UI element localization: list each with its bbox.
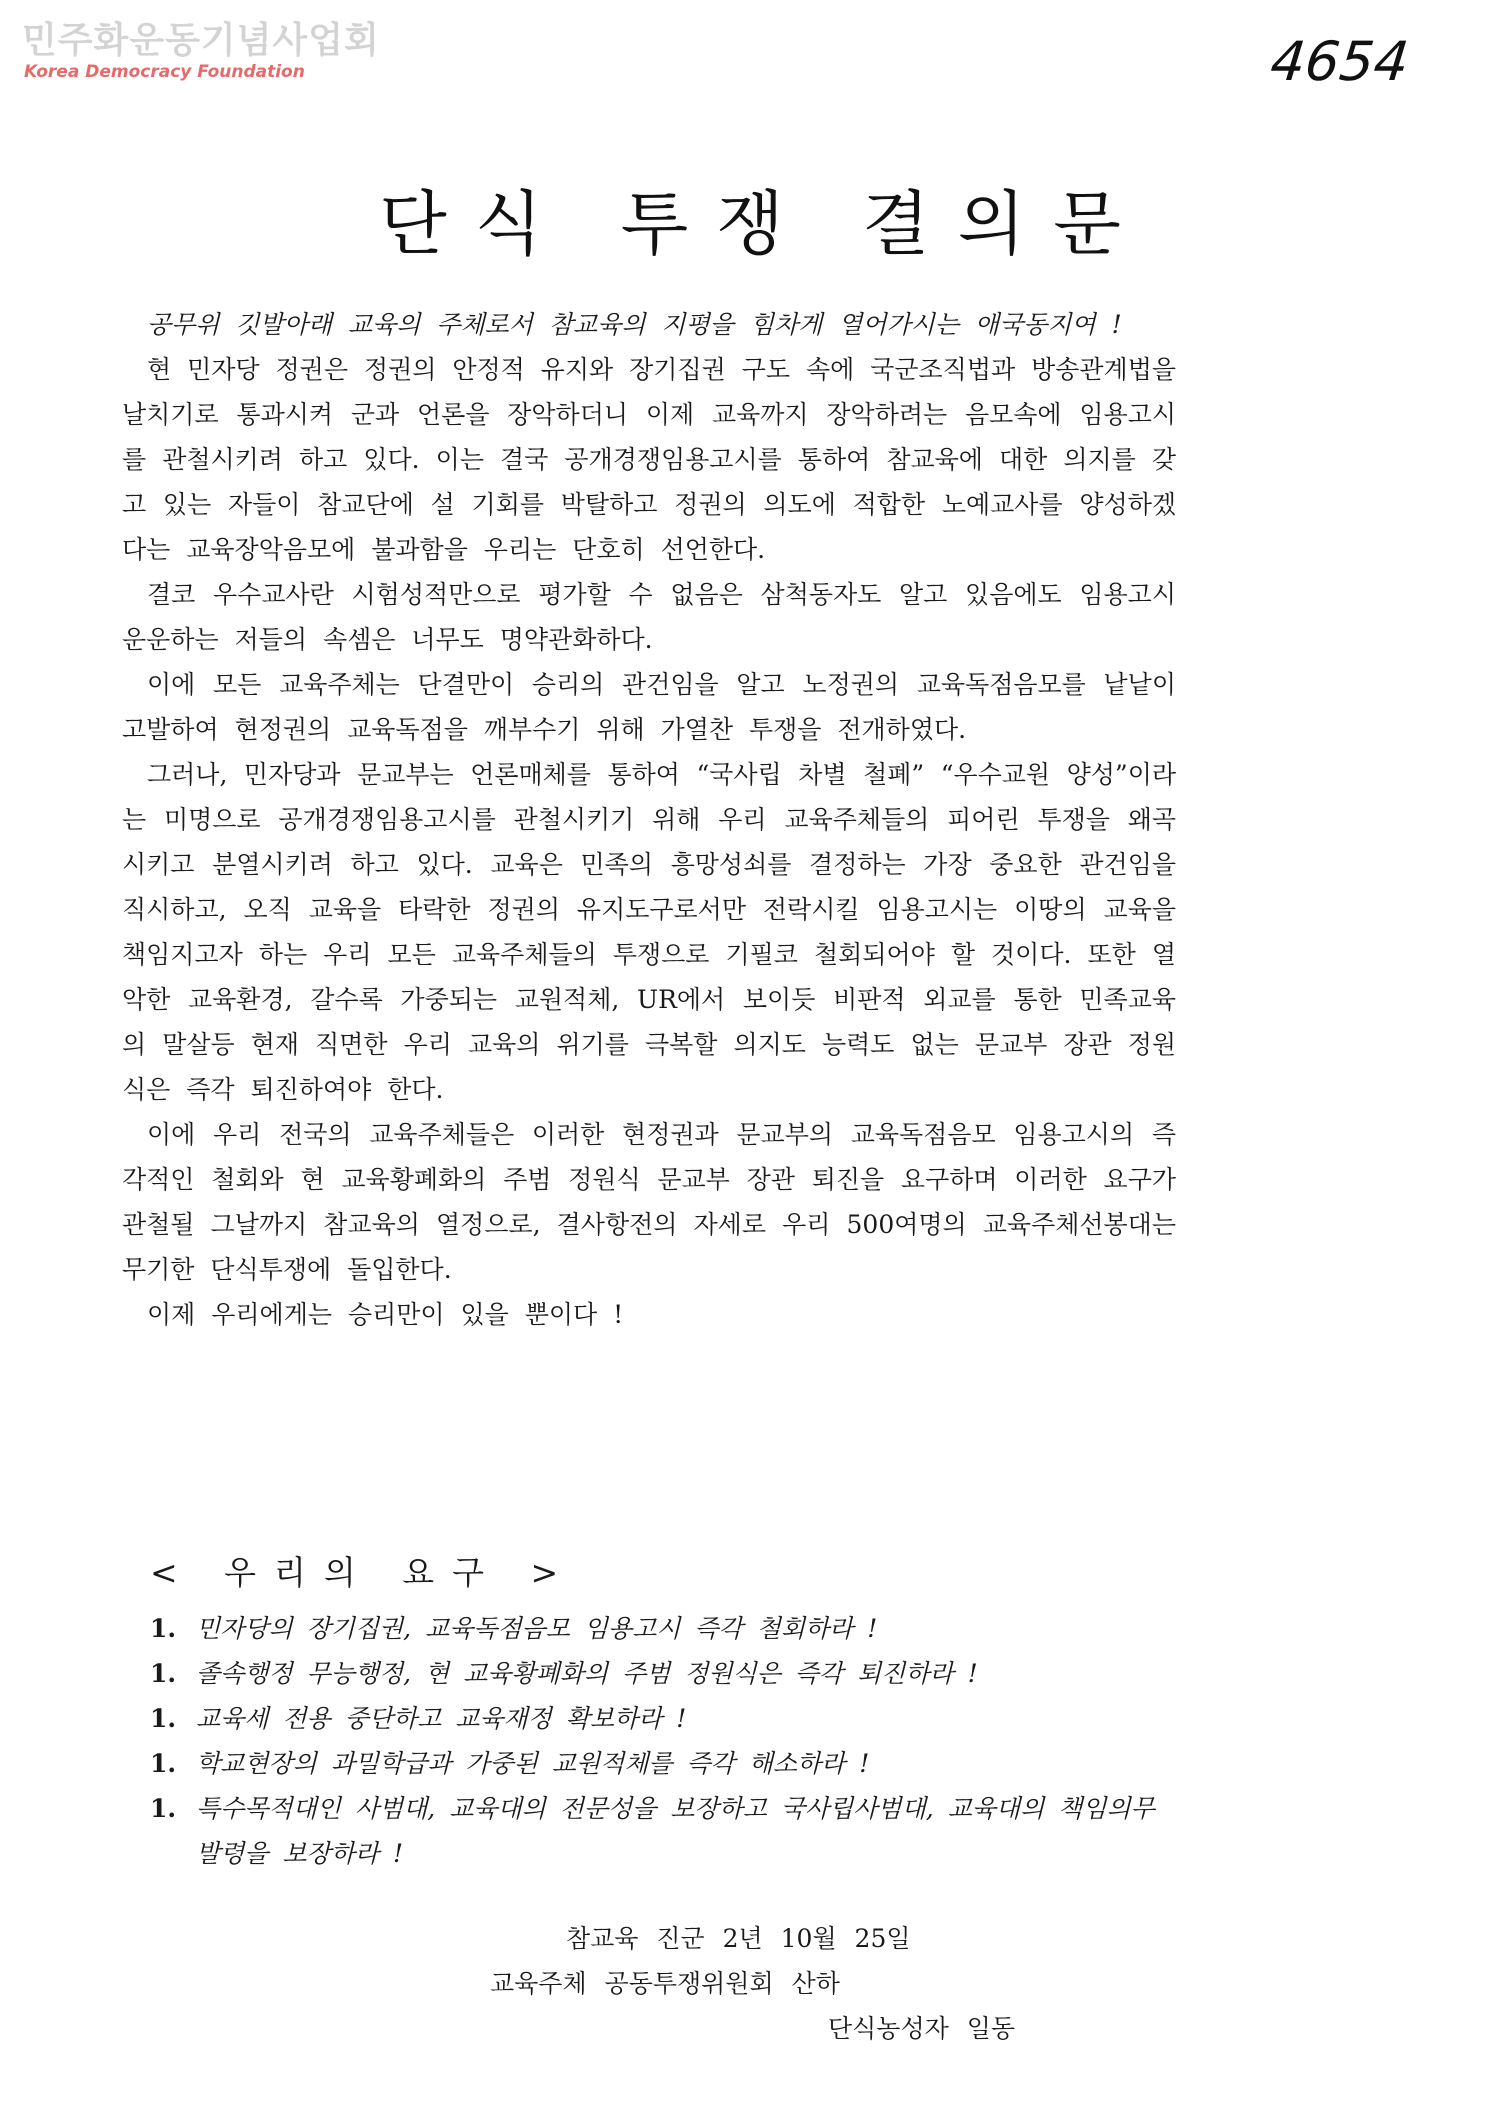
demand-item (150, 1696, 1180, 1741)
demands-section (150, 1548, 1180, 1876)
watermark-english: Korea Democracy Foundation (24, 62, 305, 82)
demand-item (150, 1741, 1180, 1786)
demand-text: 학교현장의 과밀학급과 가중된 교원적체를 즉각 해소하라 ! (196, 1749, 870, 1778)
document-number: 4654 (1267, 30, 1412, 93)
signature-organization: 교육주체 공동투쟁위원회 산하 (490, 1969, 840, 1998)
demand-item (150, 1606, 1180, 1651)
watermark-korean: 민주화운동기념사업회 (22, 20, 380, 61)
paragraph: 현 민자당 정권은 정권의 안정적 유지와 장기집권 구도 속에 국군조직법과 방송관계법을 날치기로 통과시켜 군과 언론을 장악하더니 이제 교육까지 장악하려는 음모속에 임용고시를 관철시키려 하고 있다. 이는 결국 공개경쟁임용고시를 통하여 참교육에 대한 의지를 갖고 있는 자들이 참교단에 설 기회를 박탈하고 정권의 의도에 적합한 노예교사를 양성하겠다는 교육장악음모에 불과함을 우리는 단호히 선언한다. (122, 355, 1176, 564)
paragraph-closing: 이제 우리에게는 승리만이 있을 뿐이다 ! (147, 1300, 624, 1329)
demand-text: 민자당의 장기집권, 교육독점음모 임용고시 즉각 철회하라 ! (196, 1614, 878, 1643)
demand-number: 1. (150, 1659, 177, 1688)
paragraph-address: 공무위 깃발아래 교육의 주체로서 참교육의 지평을 힘차게 열어가시는 애국동지여 ! (147, 310, 1122, 339)
watermark-logo (22, 20, 380, 82)
demand-item (150, 1786, 1180, 1876)
signature-date: 참교육 진군 2년 10월 25일 (566, 1924, 911, 1953)
signature-signatories: 단식농성자 일동 (828, 2014, 1015, 2043)
demands-heading: < 우리의 요구 > (150, 1553, 577, 1592)
demand-text: 졸속행정 무능행정, 현 교육황폐화의 주범 정원식은 즉각 퇴진하라 ! (196, 1659, 978, 1688)
demand-number: 1. (150, 1614, 177, 1643)
demand-number: 1. (150, 1704, 177, 1733)
demand-item (150, 1651, 1180, 1696)
document-body (122, 302, 1176, 1337)
paragraph: 그러나, 민자당과 문교부는 언론매체를 통하여 “국사립 차별 철폐” “우수교원 양성”이라는 미명으로 공개경쟁임용고시를 관철시키기 위해 우리 교육주체들의 피어린 투쟁을 왜곡시키고 분열시키려 하고 있다. 교육은 민족의 흥망성쇠를 결정하는 가장 중요한 관건임을 직시하고, 오직 교육을 타락한 정권의 유지도구로서만 전락시킬 임용고시는 이땅의 교육을 책임지고자 하는 우리 모든 교육주체들의 투쟁으로 기필코 철회되어야 할 것이다. 또한 열악한 교육환경, 갈수록 가중되는 교원적체, UR에서 보이듯 비판적 외교를 통한 민족교육의 말살등 현재 직면한 우리 교육의 위기를 극복할 의지도 능력도 없는 문교부 장관 정원식은 즉각 퇴진하여야 한다. (122, 760, 1176, 1104)
demands-list (150, 1606, 1180, 1876)
document-title: 단식 투쟁 결의문 (379, 183, 1149, 265)
demand-text: 특수목적대인 사범대, 교육대의 전문성을 보장하고 국사립사범대, 교육대의 책임의무 발령을 보장하라 ! (196, 1794, 1155, 1868)
demand-number: 1. (150, 1794, 177, 1823)
demand-text: 교육세 전용 중단하고 교육재정 확보하라 ! (196, 1704, 687, 1733)
paragraph: 이에 모든 교육주체는 단결만이 승리의 관건임을 알고 노정권의 교육독점음모를 낱낱이 고발하여 현정권의 교육독점을 깨부수기 위해 가열찬 투쟁을 전개하였다. (122, 670, 1176, 744)
demand-number: 1. (150, 1749, 177, 1778)
paragraph: 결코 우수교사란 시험성적만으로 평가할 수 없음은 삼척동자도 알고 있음에도 임용고시 운운하는 저들의 속셈은 너무도 명약관화하다. (122, 580, 1176, 654)
paragraph: 이에 우리 전국의 교육주체들은 이러한 현정권과 문교부의 교육독점음모 임용고시의 즉각적인 철회와 현 교육황폐화의 주범 정원식 문교부 장관 퇴진을 요구하며 이러한 요구가 관철될 그날까지 참교육의 열정으로, 결사항전의 자세로 우리 500여명의 교육주체선봉대는 무기한 단식투쟁에 돌입한다. (122, 1120, 1176, 1284)
